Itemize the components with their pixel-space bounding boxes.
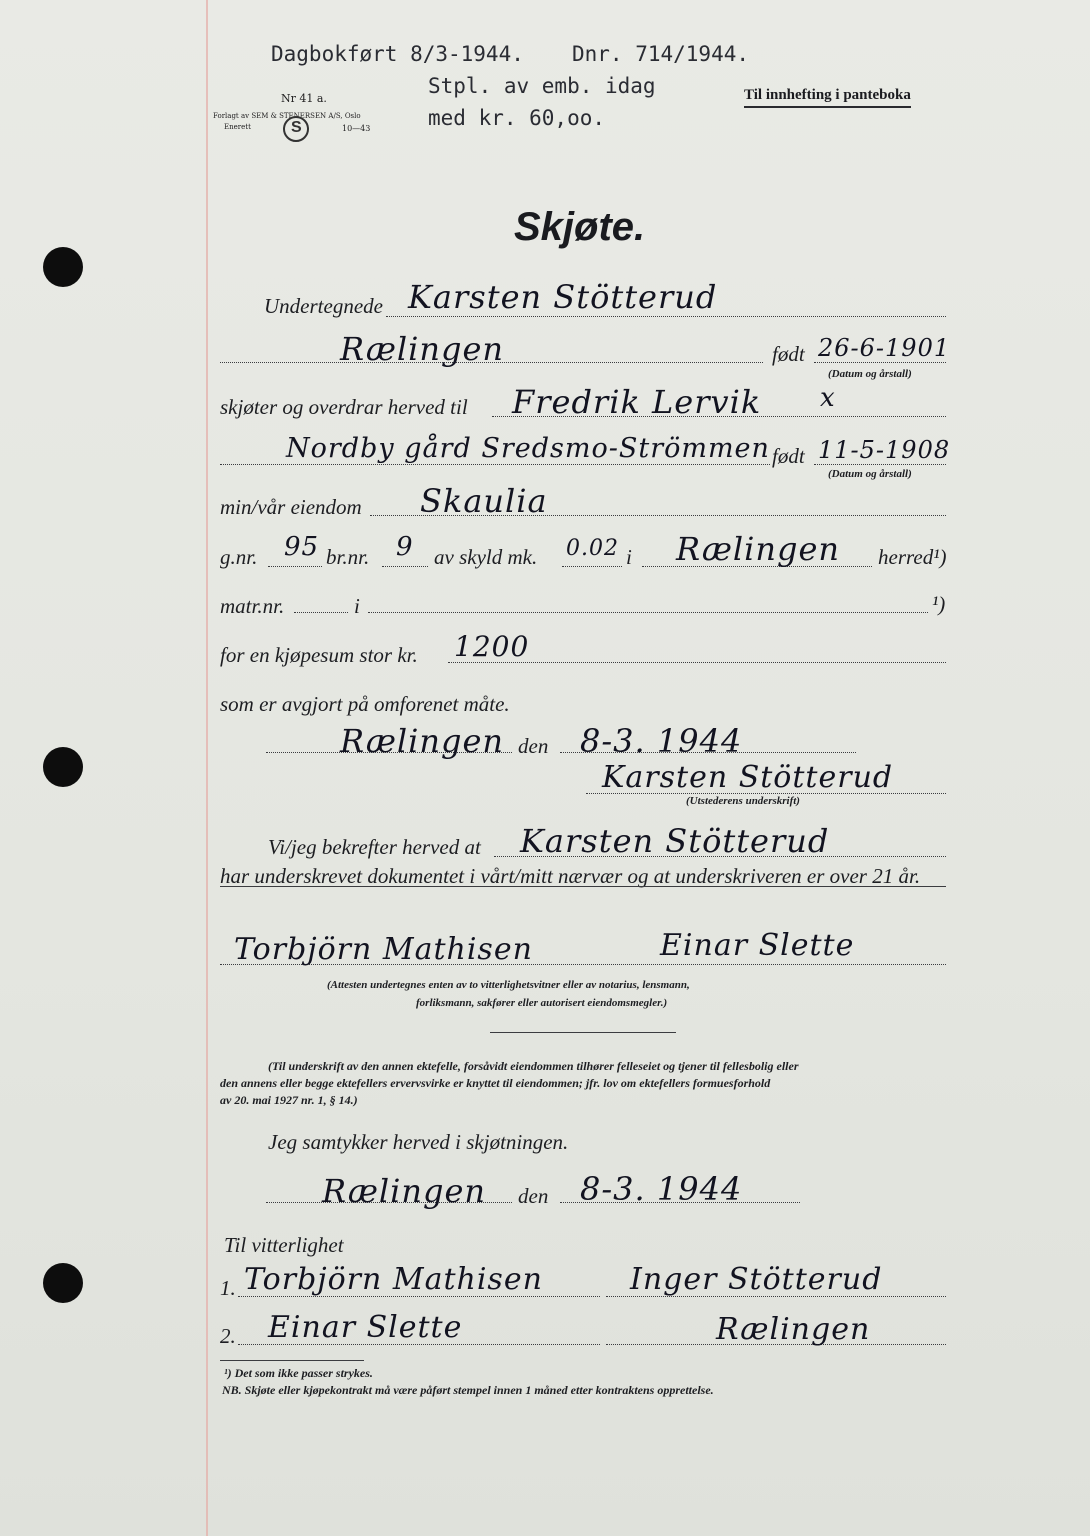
consent-place: Rælingen [322,1172,487,1210]
witness-confirm-line2: har underskrevet dokumentet i vårt/mitt nærvær og at underskriveren er over 21 år. [220,864,921,888]
price-amount: 1200 [454,630,530,663]
skyld-label: av skyld mk. [434,545,538,569]
bnr-value: 9 [396,532,414,562]
gnr-value: 95 [284,532,320,562]
publisher-line: Forlagt av SEM & STENERSEN A/S, Oslo [213,112,361,120]
property-label: min/vår eiendom [220,495,362,519]
typed-med-kr: med kr. 60,oo. [428,106,606,130]
vitterlighet-label: Til vitterlighet [224,1233,344,1257]
typed-dnr: Dnr. 714/1944. [572,42,750,66]
buyer-born: 11-5-1908 [818,436,951,464]
buyer-label: skjøter og overdrar herved til [220,395,468,419]
publisher-enerett: Enerett [224,123,251,131]
spouse-place: Rælingen [716,1312,871,1347]
skyld-i-label: i [626,545,632,569]
price-settled: som er avgjort på omforenet måte. [220,692,510,716]
typed-dagbok: Dagbokført 8/3-1944. [271,42,524,66]
seller-signature: Karsten Stötterud [602,760,894,795]
separator-line [490,1032,676,1033]
consent-label: Jeg samtykker herved i skjøtningen. [268,1130,569,1154]
buyer-name: Fredrik Lervik [512,383,762,421]
witness-number-2: 2. [220,1324,236,1348]
witness1-signature: Torbjörn Mathisen [234,932,533,967]
seller-label: Undertegnede [264,294,383,318]
spouse-signature: Inger Stötterud [630,1262,883,1297]
matr-label: matr.nr. [220,594,285,618]
punch-hole-middle [43,747,83,787]
signing-den-label: den [518,734,549,758]
margin-line [206,0,208,1536]
buyer-place: Nordby gård Sredsmo-Strömmen [286,433,770,464]
consent-date: 8-3. 1944 [580,1170,743,1208]
publisher-date: 10—43 [342,124,371,133]
witness2-signature: Einar Slette [660,928,855,963]
seller-born: 26-6-1901 [818,334,951,362]
seller-born-caption: (Datum og årstall) [828,368,912,380]
signature-caption: (Utstederens underskrift) [686,795,800,807]
publisher-logo [283,116,309,142]
matr-i-label: i [354,594,360,618]
gnr-label: g.nr. [220,545,258,569]
skyld-value: 0.02 [566,536,619,561]
witness-confirm-label: Vi/jeg bekrefter herved at [268,835,481,859]
herred-label: herred¹) [878,545,947,569]
matr-suffix: ¹) [932,592,946,616]
witness-number-1: 1. [220,1276,236,1300]
buyer-born-caption: (Datum og årstall) [828,468,912,480]
buyer-mark: x [820,383,836,413]
footnote-2: NB. Skjøte eller kjøpekontrakt må være påført stempel innen 1 måned etter kontraktens opprettelse. [222,1383,714,1397]
form-number: Nr 41 a. [281,92,327,105]
signing-place: Rælingen [340,722,505,760]
punch-hole-top [43,247,83,287]
witness-caption-1: (Attesten undertegnes enten av to vitterlighetsvitner eller av notarius, lensmann, [327,979,690,991]
consent-witness2: Einar Slette [268,1310,463,1345]
spouse-note-line3: av 20. mai 1927 nr. 1, § 14.) [220,1093,358,1107]
witness-confirm-name: Karsten Stötterud [520,822,830,860]
spouse-note-line2: den annens eller begge ektefellers ervervsvirke er knyttet til eiendommen; jfr. lov om ektefellers formuesforhold [220,1076,771,1090]
herred-value: Rælingen [676,530,841,568]
consent-den-label: den [518,1184,549,1208]
footnote-1: ¹) Det som ikke passer strykes. [224,1366,373,1380]
typed-stpl: Stpl. av emb. idag [428,74,656,98]
buyer-born-label: født [772,444,805,468]
spouse-note-line1: (Til underskrift av den annen ektefelle, forsåvidt eiendommen tilhører felleseiet og tjener til fellesbolig eller [268,1059,799,1073]
seller-place: Rælingen [340,330,505,368]
witness-caption-2: forliksmann, sakfører eller autorisert eiendomsmegler.) [416,997,668,1009]
signing-date: 8-3. 1944 [580,722,743,760]
page-title: Skjøte. [514,205,646,249]
bnr-label: br.nr. [326,545,370,569]
seller-born-label: født [772,342,805,366]
punch-hole-bottom [43,1263,83,1303]
seller-name: Karsten Stötterud [408,278,718,316]
property-name: Skaulia [420,482,548,520]
stamp-panteboka: Til innhefting i panteboka [744,87,911,108]
consent-witness1: Torbjörn Mathisen [244,1262,543,1297]
price-label: for en kjøpesum stor kr. [220,643,418,667]
